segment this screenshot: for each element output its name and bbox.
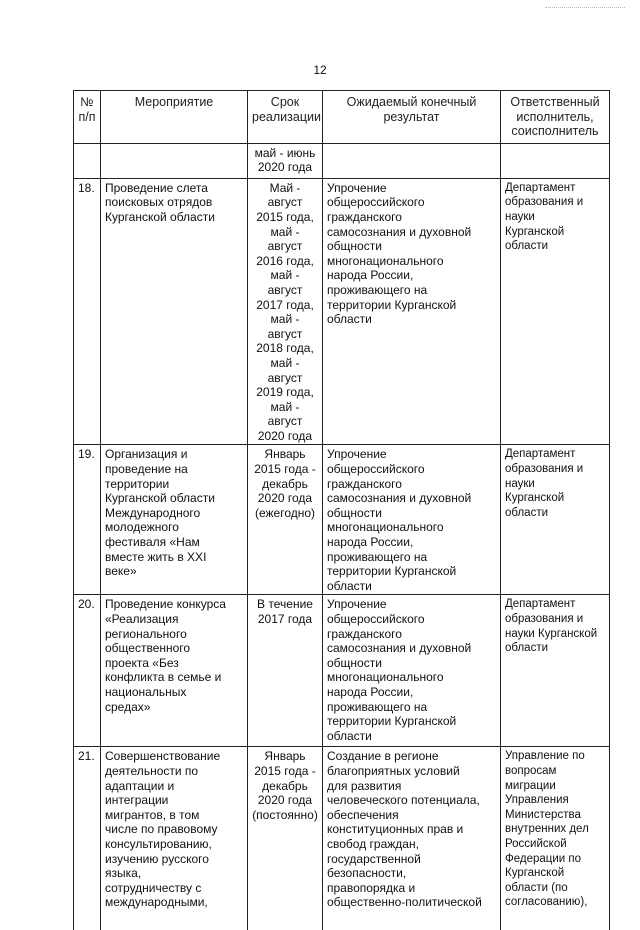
row-event: Совершенствование деятельности по адаптации и интеграции мигрантов, в том числе по правовому консультированию, изучению русского языка, сотрудничеству с международными, bbox=[101, 747, 248, 930]
row-responsible: Департамент образования и науки Курганской области bbox=[501, 595, 610, 747]
row-term: В течение 2017 года bbox=[248, 595, 323, 747]
page-number: 12 bbox=[313, 63, 327, 77]
row-event: Организация и проведение на территории Курганской области Международного молодежного фестиваля «Нам вместе жить в XXI веке» bbox=[101, 445, 248, 595]
header-event: Мероприятие bbox=[101, 91, 248, 144]
row-result: Упрочение общероссийского гражданского самосознания и духовной общности многонационального народа России, проживающего на территории Курганской области bbox=[323, 595, 501, 747]
table-row bbox=[74, 178, 610, 445]
header-result: Ожидаемый конечный результат bbox=[323, 91, 501, 144]
row-event: Проведение слета поисковых отрядов Курганской области bbox=[101, 178, 248, 445]
row-term: Январь 2015 года - декабрь 2020 года (постоянно) bbox=[248, 747, 323, 930]
row-num: 21. bbox=[74, 747, 101, 930]
row-result bbox=[323, 143, 501, 178]
row-num: 18. bbox=[74, 178, 101, 445]
row-result: Упрочение общероссийского гражданского самосознания и духовной общности многонационального народа России, проживающего на территории Курганской области bbox=[323, 178, 501, 445]
header-responsible: Ответственный исполнитель, соисполнитель bbox=[501, 91, 610, 144]
header-term: Срок реализации bbox=[248, 91, 323, 144]
table-row bbox=[74, 445, 610, 595]
row-term: Январь 2015 года - декабрь 2020 года (ежегодно) bbox=[248, 445, 323, 595]
row-responsible: Управление по вопросам миграции Управления Министерства внутренних дел Российской Федерации по Курганской области (по согласованию), bbox=[501, 747, 610, 930]
row-responsible: Департамент образования и науки Курганской области bbox=[501, 178, 610, 445]
row-num: 19. bbox=[74, 445, 101, 595]
row-event: Проведение конкурса «Реализация регионального общественного проекта «Без конфликта в семье и национальных средах» bbox=[101, 595, 248, 747]
table-row bbox=[74, 143, 610, 178]
table-row bbox=[74, 595, 610, 747]
row-responsible: Департамент образования и науки Курганской области bbox=[501, 445, 610, 595]
scan-artifact bbox=[545, 7, 625, 10]
row-term: Май - август 2015 года, май - август 2016 года, май - август 2017 года, май - август 2018 года, май - август 2019 года, май - август 2020 года bbox=[248, 178, 323, 445]
measures-table bbox=[73, 90, 610, 930]
row-result: Упрочение общероссийского гражданского самосознания и духовной общности многонационального народа России, проживающего на территории Курганской области bbox=[323, 445, 501, 595]
row-num: 20. bbox=[74, 595, 101, 747]
table-row bbox=[74, 747, 610, 930]
row-event bbox=[101, 143, 248, 178]
row-result: Создание в регионе благоприятных условий для развития человеческого потенциала, обеспечения конституционных прав и свобод граждан, государственной безопасности, правопорядка и общественно-политической bbox=[323, 747, 501, 930]
row-responsible bbox=[501, 143, 610, 178]
table-header-row bbox=[74, 91, 610, 144]
row-term: май - июнь 2020 года bbox=[248, 143, 323, 178]
row-num bbox=[74, 143, 101, 178]
header-num: № п/п bbox=[74, 91, 101, 144]
